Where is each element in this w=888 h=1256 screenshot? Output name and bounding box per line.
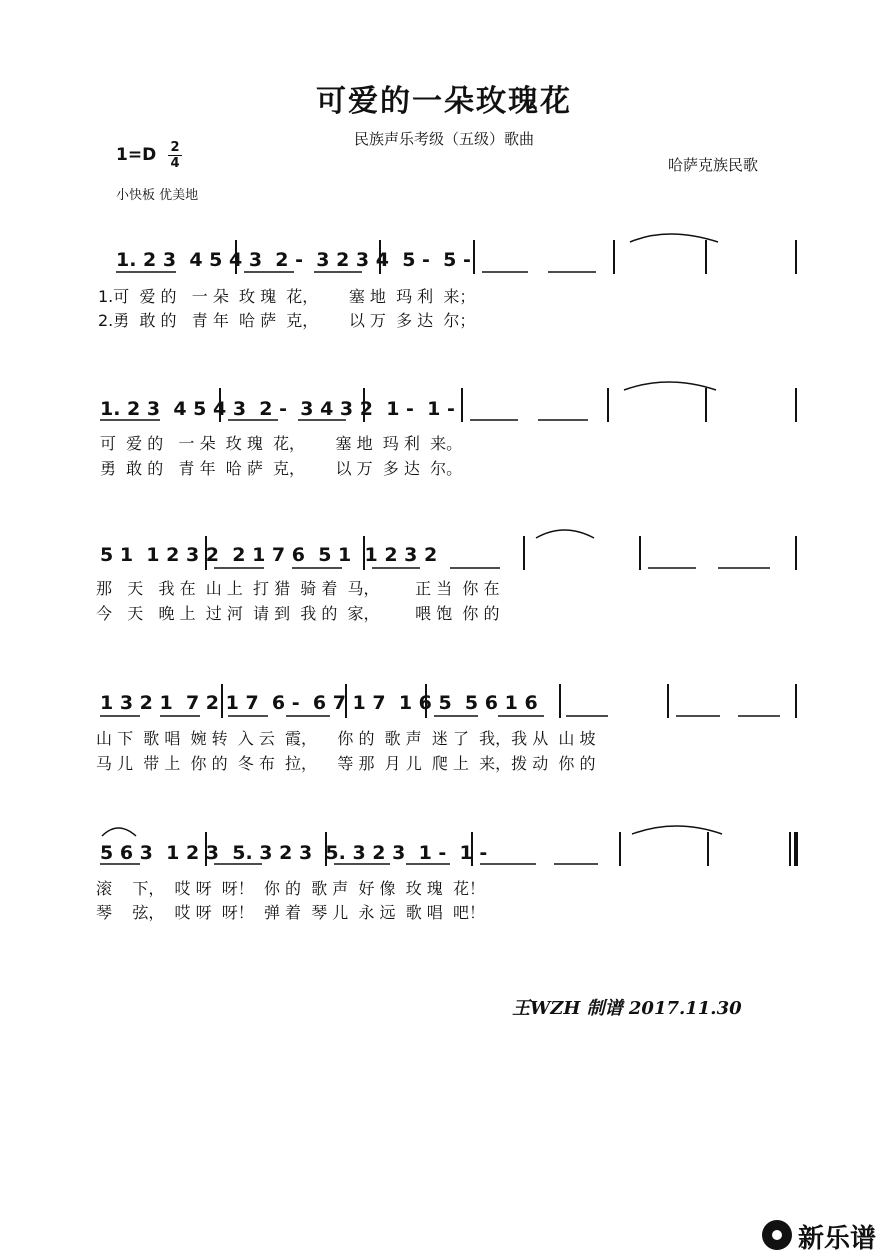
lyric-line-4-verse-2: 马 儿 带 上 你 的 冬 布 拉， 等 那 月 儿 爬 上 来，拨 动 你 的 xyxy=(96,754,596,773)
bar-lines xyxy=(206,240,796,866)
notation-line-2: 1. 2 3 4 5 4 3 2 - 3 4 3 2 1 - 1 - xyxy=(100,398,455,420)
song-title: 可爱的一朵玫瑰花 xyxy=(316,84,572,119)
lyric-line-3-verse-2: 今 天 晚 上 过 河 请 到 我 的 家， 喂 饱 你 的 xyxy=(96,604,500,623)
notation-line-5: 5 6 3 1 2 3 5. 3 2 3 5. 3 2 3 1 - 1 - xyxy=(100,842,488,864)
song-origin: 哈萨克族民歌 xyxy=(668,156,759,174)
lyric-line-1-verse-2: 2.勇 敢 的 青 年 哈 萨 克， 以 万 多 达 尔； xyxy=(98,311,476,330)
transcriber-credit: 王WZH 制谱 2017.11.30 xyxy=(512,998,742,1019)
key-signature: 1=D xyxy=(116,145,157,165)
lyric-line-2-verse-1: 可 爱 的 一 朵 玫 瑰 花， 塞 地 玛 利 来。 xyxy=(100,434,463,453)
lyric-line-5-verse-2: 琴 弦， 哎 呀 呀！ 弹 着 琴 儿 永 远 歌 唱 吧！ xyxy=(96,903,485,922)
notation-line-3: 5 1 1 2 3 2 2 1 7 6 5 1 1 2 3 2 xyxy=(100,544,438,566)
lyric-line-5-verse-1: 滚 下， 哎 呀 呀！ 你 的 歌 声 好 像 玫 瑰 花！ xyxy=(96,879,485,898)
lyric-line-4-verse-1: 山 下 歌 唱 婉 转 入 云 霞， 你 的 歌 声 迷 了 我，我 从 山 坡 xyxy=(96,729,596,748)
lyric-line-3-verse-1: 那 天 我 在 山 上 打 猎 骑 着 马， 正 当 你 在 xyxy=(96,579,500,598)
tempo-marking: 小快板 优美地 xyxy=(116,188,199,203)
notation-line-4: 1 3 2 1 7 2 1 7 6 - 6 7 1 7 1 6 5 5 6 1 6 xyxy=(100,692,538,714)
notation-line-1: 1. 2 3 4 5 4 3 2 - 3 2 3 4 5 - 5 - xyxy=(116,249,471,271)
time-signature-bottom: 4 xyxy=(170,156,180,171)
song-subtitle: 民族声乐考级（五级）歌曲 xyxy=(353,130,534,148)
slurs xyxy=(102,234,722,836)
beam-underlines xyxy=(100,272,780,864)
lyric-line-1-verse-1: 1.可 爱 的 一 朵 玫 瑰 花， 塞 地 玛 利 来； xyxy=(98,287,476,306)
watermark-logo: 新乐谱 xyxy=(798,1224,877,1254)
lyric-line-2-verse-2: 勇 敢 的 青 年 哈 萨 克， 以 万 多 达 尔。 xyxy=(100,459,463,478)
time-signature-top: 2 xyxy=(170,140,180,155)
vinyl-record-icon xyxy=(762,1220,792,1250)
